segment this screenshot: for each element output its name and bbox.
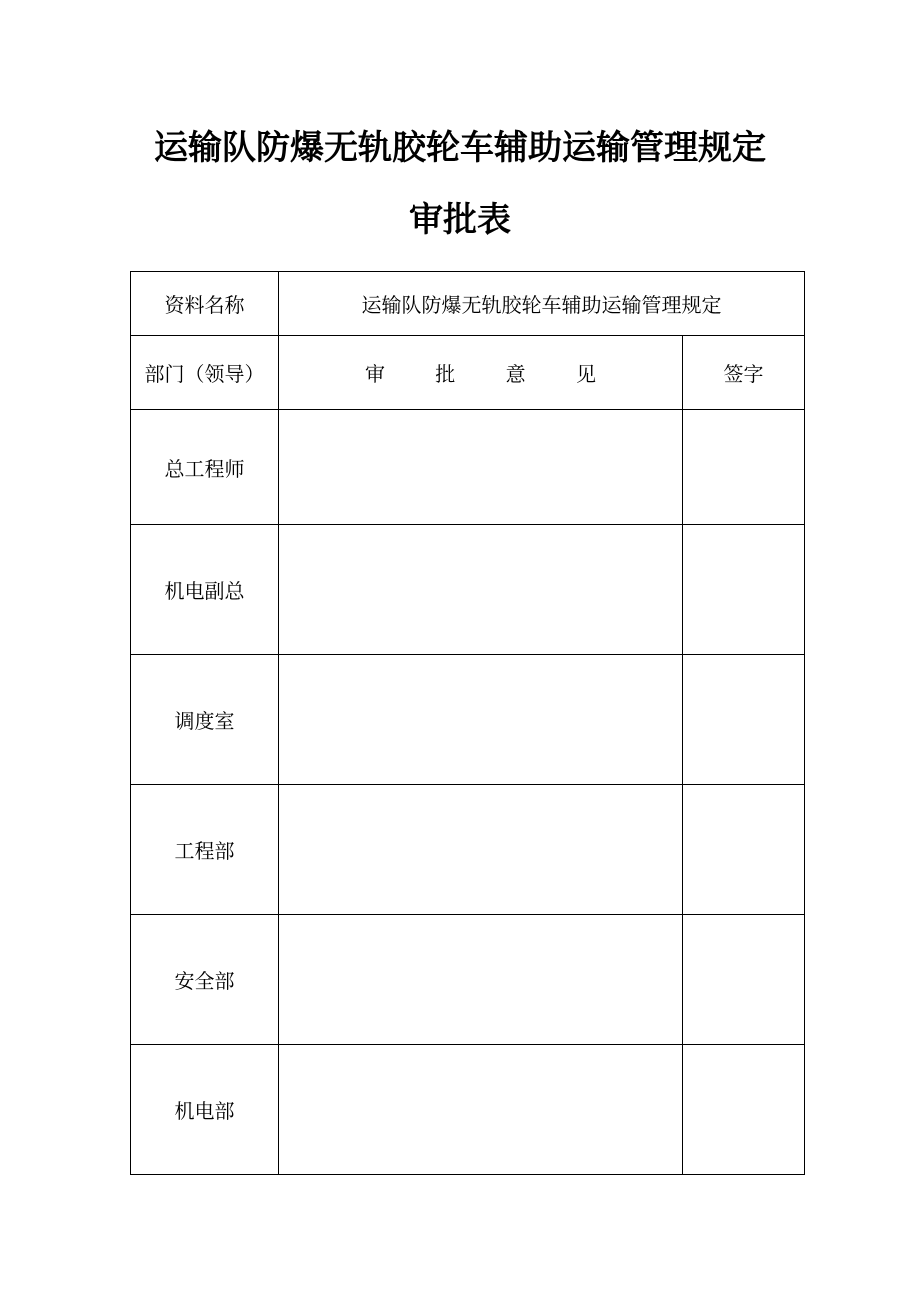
table-row (131, 915, 805, 1045)
department-cell: 工程部 (131, 785, 279, 915)
header-department: 部门（领导） (131, 336, 279, 410)
signature-cell[interactable] (683, 525, 805, 655)
signature-cell[interactable] (683, 655, 805, 785)
header-signature: 签字 (683, 336, 805, 410)
opinion-cell[interactable] (279, 410, 683, 525)
table-row (131, 410, 805, 525)
material-name-value: 运输队防爆无轨胶轮车辅助运输管理规定 (279, 272, 805, 336)
document-subtitle: 审批表 (409, 200, 511, 240)
signature-cell[interactable] (683, 785, 805, 915)
opinion-cell[interactable] (279, 915, 683, 1045)
opinion-cell[interactable] (279, 785, 683, 915)
opinion-cell[interactable] (279, 655, 683, 785)
header-opinion-label: 审 批 意 见 (364, 362, 619, 386)
table-row (131, 1045, 805, 1175)
table-row (131, 785, 805, 915)
header-opinion (279, 336, 683, 410)
table-row (131, 655, 805, 785)
table-row (131, 525, 805, 655)
signature-cell[interactable] (683, 410, 805, 525)
department-cell: 调度室 (131, 655, 279, 785)
department-cell: 机电部 (131, 1045, 279, 1175)
department-cell: 机电副总 (131, 525, 279, 655)
signature-cell[interactable] (683, 1045, 805, 1175)
document-title: 运输队防爆无轨胶轮车辅助运输管理规定 (154, 128, 766, 168)
opinion-cell[interactable] (279, 525, 683, 655)
department-cell: 总工程师 (131, 410, 279, 525)
approval-table (130, 271, 805, 1175)
header-row (131, 336, 805, 410)
opinion-cell[interactable] (279, 1045, 683, 1175)
department-cell: 安全部 (131, 915, 279, 1045)
material-name-row (131, 272, 805, 336)
signature-cell[interactable] (683, 915, 805, 1045)
material-name-label: 资料名称 (131, 272, 279, 336)
